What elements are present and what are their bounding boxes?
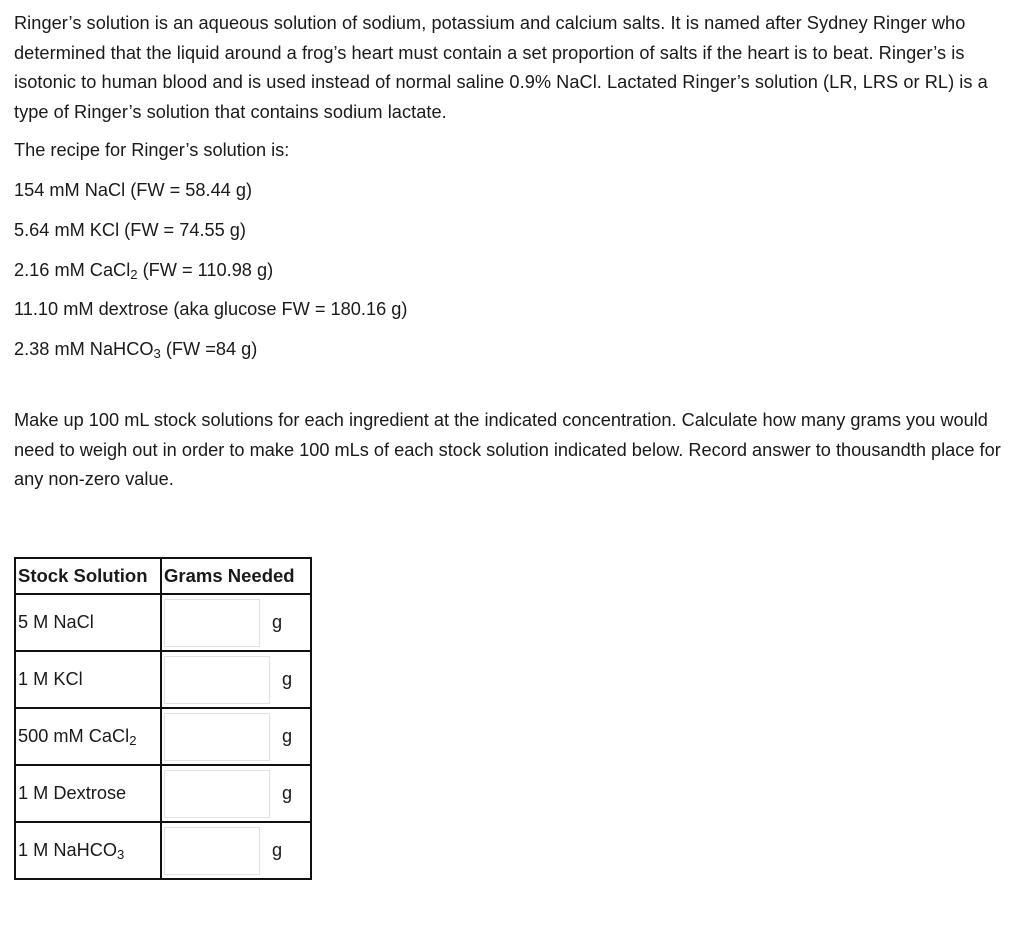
stock-name-cacl2-subscript: 2 [129, 732, 137, 748]
header-stock-solution: Stock Solution [15, 558, 161, 594]
grams-cell-cacl2 [161, 708, 311, 765]
grams-cell-dextrose [161, 765, 311, 822]
intro-paragraph: Ringer’s solution is an aqueous solution of sodium, potassium and calcium salts. It is named after Sydney Ringer who determined that the liquid around a frog’s heart must contain a set proportion of salts if the heart is to beat. Ringer’s is isotonic to human blood and is used instead of normal saline 0.9% NaCl. Lactated Ringer’s solution (LR, LRS or RL) is a type of Ringer’s solution that contains sodium lactate. [14, 13, 988, 122]
grams-cell-nacl [161, 594, 311, 651]
recipe-nahco3-prefix: 2.38 mM NaHCO [14, 339, 154, 360]
stock-solution-table [14, 557, 312, 880]
recipe-cacl2-prefix: 2.16 mM CaCl [14, 259, 131, 280]
unit-label: g [282, 726, 293, 746]
stock-name-cacl2-prefix: 500 mM CaCl [18, 726, 130, 746]
table-row [15, 822, 311, 879]
recipe-cacl2 [14, 256, 1010, 286]
instructions-paragraph: Make up 100 mL stock solutions for each ingredient at the indicated concentration. Calculate how many grams you would need to weigh out in order to make 100 mLs of each stock solution indicated below. Record answer to thousandth place for any non-zero value. [14, 410, 1001, 490]
table-row [15, 651, 311, 708]
recipe-nacl: 154 mM NaCl (FW = 58.44 g) [14, 179, 253, 200]
grams-cell-kcl [161, 651, 311, 708]
recipe-nahco3-suffix: (FW =84 g) [160, 339, 258, 360]
table-row [15, 594, 311, 651]
stock-name-nahco3-prefix: 1 M NaHCO [18, 840, 118, 860]
recipe-cacl2-suffix: (FW = 110.98 g) [137, 259, 274, 280]
stock-name-kcl: 1 M KCl [15, 651, 161, 708]
grams-input-nahco3[interactable] [164, 827, 260, 875]
grams-input-cacl2[interactable] [164, 713, 270, 761]
recipe-cacl2-subscript: 2 [130, 266, 138, 282]
stock-name-cacl2 [15, 708, 161, 765]
unit-label: g [272, 612, 283, 632]
recipe-nahco3 [14, 335, 1010, 365]
grams-cell-nahco3 [161, 822, 311, 879]
stock-name-nahco3 [15, 822, 161, 879]
recipe-nahco3-subscript: 3 [153, 346, 161, 362]
document-body [14, 9, 1010, 490]
header-grams-needed: Grams Needed [161, 558, 311, 594]
grams-input-kcl[interactable] [164, 656, 270, 704]
recipe-kcl: 5.64 mM KCl (FW = 74.55 g) [14, 219, 246, 240]
recipe-dextrose: 11.10 mM dextrose (aka glucose FW = 180.16 g) [14, 299, 408, 320]
table-row [15, 765, 311, 822]
recipe-heading: The recipe for Ringer’s solution is: [14, 139, 290, 160]
grams-input-nacl[interactable] [164, 599, 260, 647]
unit-label: g [282, 669, 293, 689]
unit-label: g [282, 783, 293, 803]
grams-input-dextrose[interactable] [164, 770, 270, 818]
stock-name-dextrose: 1 M Dextrose [15, 765, 161, 822]
unit-label: g [272, 840, 283, 860]
stock-name-nahco3-subscript: 3 [117, 846, 125, 862]
table-header-row [15, 558, 311, 594]
stock-name-nacl: 5 M NaCl [15, 594, 161, 651]
table-row [15, 708, 311, 765]
